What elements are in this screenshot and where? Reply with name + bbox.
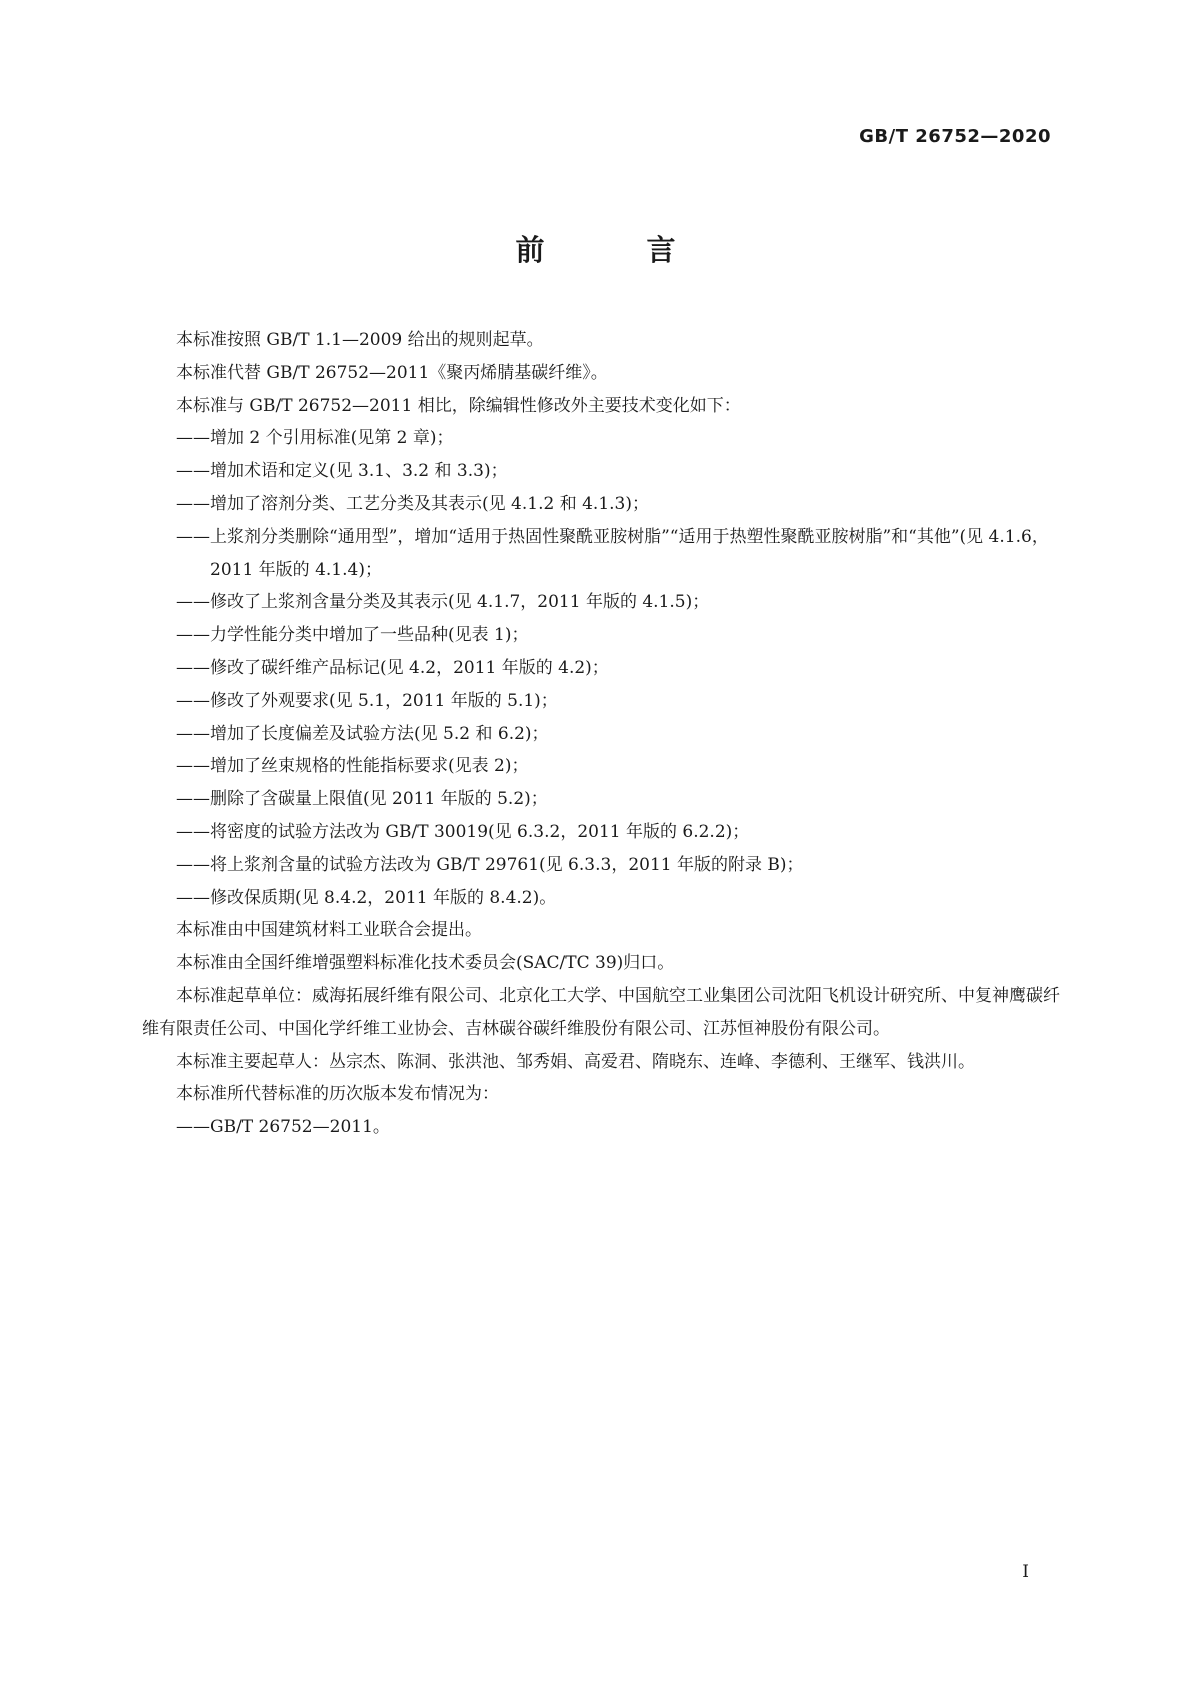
change-item: ——修改了外观要求(见 5.1，2011 年版的 5.1)； [176, 690, 558, 711]
change-item: ——将上浆剂含量的试验方法改为 GB/T 29761(见 6.3.3，2011 年版的附录 B)； [176, 854, 804, 875]
foreword-body [142, 324, 1060, 1144]
paragraph-drafting-units: 本标准起草单位：威海拓展纤维有限公司、北京化工大学、中国航空工业集团公司沈阳飞机设计研究所、中复神鹰碳纤维有限责任公司、中国化学纤维工业协会、吉林碳谷碳纤维股份有限公司、江苏恒神股份有限公司。 [142, 985, 1060, 1039]
paragraph-proposer: 本标准由中国建筑材料工业联合会提出。 [176, 920, 482, 941]
standard-number: GB/T 26752—2020 [859, 126, 1051, 147]
change-item: ——增加 2 个引用标准(见第 2 章)； [176, 428, 454, 449]
change-item: ——将密度的试验方法改为 GB/T 30019(见 6.3.2，2011 年版的 6.2.2)； [176, 821, 750, 842]
paragraph-changes-intro: 本标准与 GB/T 26752—2011 相比，除编辑性修改外主要技术变化如下： [176, 395, 741, 416]
change-item: ——增加了溶剂分类、工艺分类及其表示(见 4.1.2 和 4.1.3)； [176, 493, 649, 514]
change-item: ——修改了碳纤维产品标记(见 4.2，2011 年版的 4.2)； [176, 657, 609, 678]
paragraph-replaces: 本标准代替 GB/T 26752—2011《聚丙烯腈基碳纤维》。 [176, 362, 608, 383]
paragraph-drafters: 本标准主要起草人：丛宗杰、陈洞、张洪池、邹秀娟、高爱君、隋晓东、连峰、李德利、王继军、钱洪川。 [176, 1051, 975, 1072]
change-item: ——增加了长度偏差及试验方法(见 5.2 和 6.2)； [176, 723, 549, 744]
page-title: 前 言 [515, 233, 722, 267]
paragraph-committee: 本标准由全国纤维增强塑料标准化技术委员会(SAC/TC 39)归口。 [176, 953, 675, 974]
change-item: ——修改了上浆剂含量分类及其表示(见 4.1.7，2011 年版的 4.1.5)； [176, 592, 710, 613]
change-item: ——上浆剂分类删除“通用型”，增加“适用于热固性聚酰亚胺树脂”“适用于热塑性聚酰亚胺树脂”和“其他”(见 4.1.6，2011 年版的 4.1.4)； [176, 526, 1049, 580]
change-item: ——增加了丝束规格的性能指标要求(见表 2)； [176, 756, 529, 777]
change-item: ——修改保质期(见 8.4.2，2011 年版的 8.4.2)。 [176, 887, 557, 908]
change-item: ——力学性能分类中增加了一些品种(见表 1)； [176, 625, 529, 646]
change-item: ——删除了含碳量上限值(见 2011 年版的 5.2)； [176, 789, 548, 810]
paragraph-drafting-rules: 本标准按照 GB/T 1.1—2009 给出的规则起草。 [176, 330, 544, 350]
paragraph-history-intro: 本标准所代替标准的历次版本发布情况为： [176, 1084, 499, 1105]
page-number: I [1022, 1562, 1029, 1582]
history-item: ——GB/T 26752—2011。 [176, 1117, 390, 1138]
change-item: ——增加术语和定义(见 3.1、3.2 和 3.3)； [176, 461, 508, 482]
